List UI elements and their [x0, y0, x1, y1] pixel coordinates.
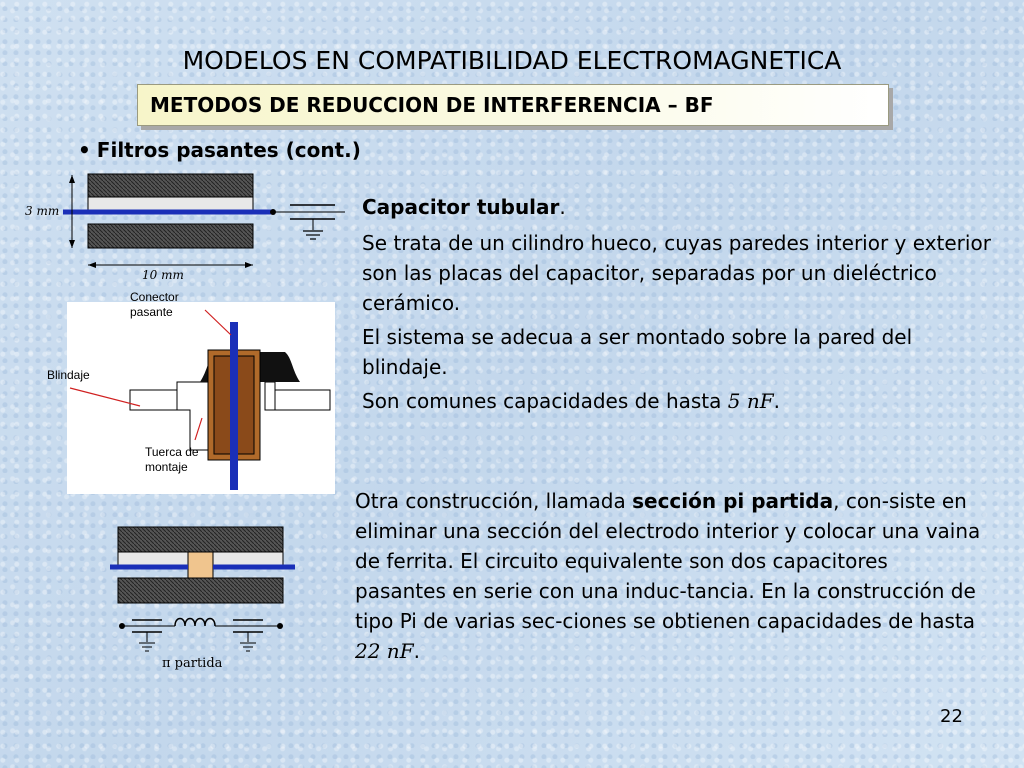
lower-outer-plate: [88, 224, 253, 248]
paragraph-3: Son comunes capacidades de hasta 5 nF.: [362, 389, 780, 413]
shield-wall-right: [270, 390, 330, 410]
bullet-dot-icon: •: [78, 138, 91, 162]
inductor-icon: [175, 619, 215, 627]
paragraph-1: Se trata de un cilindro hueco, cuyas paredes interior y exterior son las placas del capacitor, separadas por un dieléctrico cerámico.: [362, 231, 991, 315]
ferrite-sleeve: [188, 552, 213, 578]
upper-plate: [118, 527, 283, 552]
inner-tube: [88, 197, 253, 211]
slide-title: MODELOS EN COMPATIBILIDAD ELECTROMAGNETICA: [182, 46, 842, 75]
paragraph-2: El sistema se adecua a ser montado sobre la pared del blindaje.: [362, 325, 913, 379]
tubular-capacitor-figure: [15, 165, 345, 285]
label-blindaje: Blindaje: [47, 368, 90, 382]
subtitle-text: METODOS DE REDUCCION DE INTERFERENCIA – BF: [150, 93, 714, 117]
pi-partida-label: π partida: [162, 656, 223, 671]
label-tuerca-montaje: Tuerca de montaje: [145, 445, 199, 474]
bullet-text: Filtros pasantes (cont.): [96, 138, 361, 162]
subtitle-box: [137, 84, 889, 126]
page-number: 22: [940, 706, 963, 727]
dim-height-label: 3 mm: [25, 204, 60, 218]
text-block-1: [362, 192, 1002, 416]
upper-outer-plate: [88, 174, 253, 197]
bullet-heading: [78, 138, 361, 162]
pi-section-figure: [110, 520, 295, 660]
text-block-2: Otra construcción, llamada sección pi partida, con-siste en eliminar una sección del electrodo interior y colocar una vaina de ferrita. El circuito equivalente son dos capacitores pasantes en serie con una induc-tancia. En la construcción de tipo Pi de varias sec-ciones se obtienen capacidades de hasta 22 nF.: [355, 489, 981, 663]
heading-line: Capacitor tubular.: [362, 195, 566, 219]
label-conector-pasante: Conector pasante: [130, 290, 179, 319]
dim-width-label: 10 mm: [142, 268, 184, 282]
lower-plate: [118, 578, 283, 603]
